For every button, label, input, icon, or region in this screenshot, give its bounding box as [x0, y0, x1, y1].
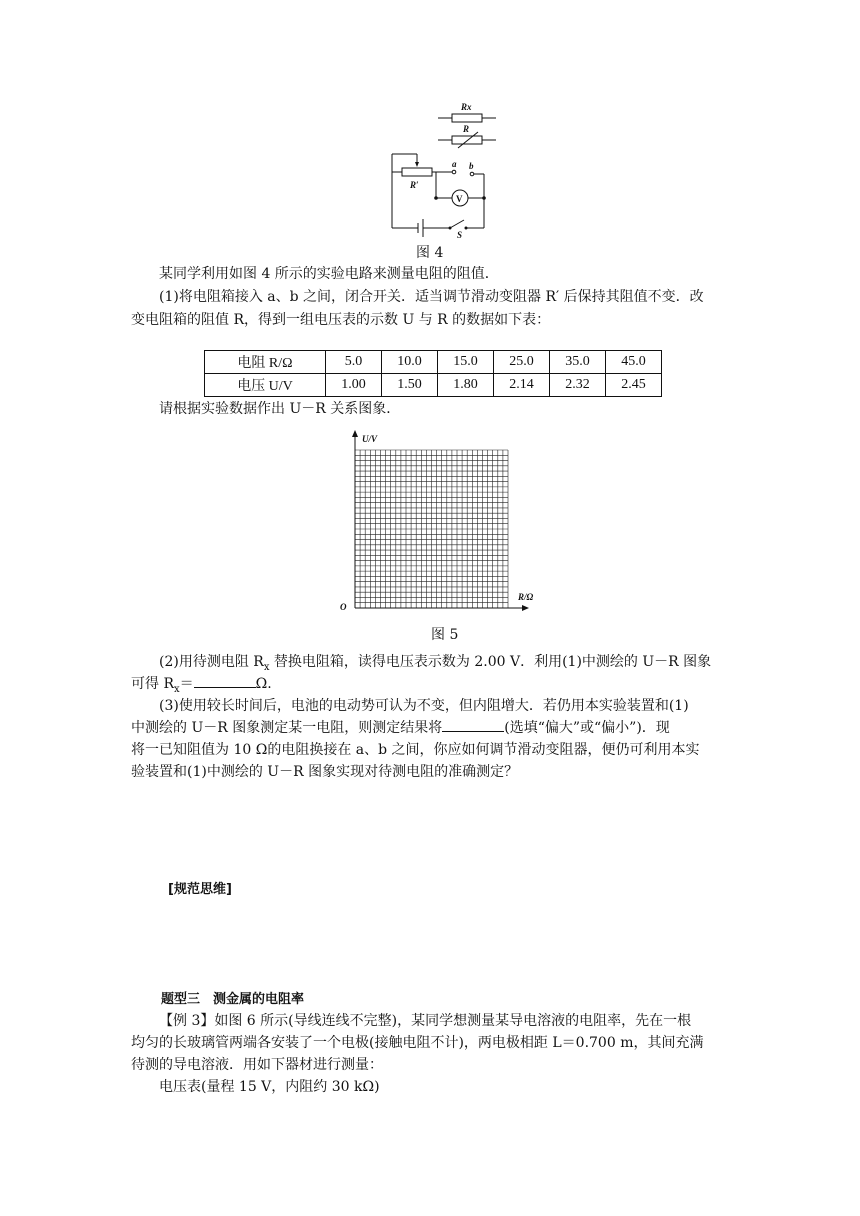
label-v: V	[456, 194, 463, 204]
data-table	[204, 350, 662, 397]
q2-subscript: x	[263, 661, 270, 673]
table-cell: 10.0	[382, 351, 438, 374]
table-cell: 1.80	[438, 374, 494, 397]
table-cell: 2.45	[606, 374, 662, 397]
table-cell: 35.0	[550, 351, 606, 374]
answer-blank-result[interactable]	[442, 717, 504, 732]
intro-paragraph: 某同学利用如图 4 所示的实验电路来测量电阻的阻值．	[159, 266, 499, 282]
table-cell: 25.0	[494, 351, 550, 374]
origin-label: O	[340, 602, 347, 612]
q2-text: 可得 R	[131, 676, 174, 692]
q2-text: ＝	[179, 676, 194, 692]
label-a: a	[452, 159, 457, 169]
q3-text: 中测绘的 U－R 图象测定某一电阻，则测定结果将	[131, 720, 443, 736]
question-3-line-2	[131, 717, 731, 739]
q2-text: (2)用待测电阻 R	[159, 654, 264, 670]
example-3-line-1: 【例 3】如图 6 所示(导线连线不完整)，某同学想测量某导电溶液的电阻率，先在一根	[159, 1013, 692, 1029]
label-r: R	[463, 124, 470, 134]
q2-text: Ω.	[255, 676, 272, 692]
table-cell: 5.0	[326, 351, 382, 374]
question-3-line-3: 将一已知阻值为 10 Ω的电阻换接在 a、b 之间，你应如何调节滑动变阻器，便仍可利用本实	[131, 742, 700, 758]
example-3-line-2: 均匀的长玻璃管两端各安装了一个电极(接触电阻不计)，两电极相距 L＝0.700 m，其间充满	[131, 1035, 704, 1051]
label-s: S	[457, 230, 463, 238]
section-title: 题型三 测金属的电阻率	[161, 992, 305, 1007]
x-axis-label: R/Ω	[518, 592, 534, 602]
example-3-line-4: 电压表(量程 15 V，内阻约 30 kΩ)	[159, 1079, 380, 1095]
graph-grid-figure-5	[320, 428, 560, 618]
figure-5-caption: 图 5	[431, 627, 459, 643]
plot-instruction: 请根据实验数据作出 U－R 关系图象．	[159, 401, 401, 417]
table-cell: 1.00	[326, 374, 382, 397]
label-r-prime: R′	[410, 180, 419, 190]
example-3-line-3: 待测的导电溶液．用如下器材进行测量：	[131, 1057, 383, 1073]
table-row	[205, 374, 662, 397]
figure-4-caption: 图 4	[416, 245, 444, 261]
question-3-line-4: 验装置和(1)中测绘的 U－R 图象实现对待测电阻的准确测定？	[131, 764, 519, 780]
row-label-voltage: 电压 U/V	[205, 374, 326, 397]
table-row	[205, 351, 662, 374]
label-b: b	[469, 161, 474, 171]
norm-thinking-label: [规范思维]	[168, 882, 232, 897]
circuit-diagram-figure-4	[380, 96, 520, 238]
question-1-line-1: (1)将电阻箱接入 a、b 之间，闭合开关．适当调节滑动变阻器 R′ 后保持其阻值不变．改	[159, 289, 704, 305]
row-label-resistance: 电阻 R/Ω	[205, 351, 326, 374]
q3-text: (选填“偏大”或“偏小”)．现	[504, 720, 670, 736]
table-cell: 45.0	[606, 351, 662, 374]
label-rx: Rx	[461, 102, 472, 112]
q2-subscript: x	[174, 683, 180, 695]
question-3-line-1: (3)使用较长时间后，电池的电动势可认为不变，但内阻增大．若仍用本实验装置和(1)	[159, 698, 689, 714]
answer-blank-rx[interactable]	[194, 673, 256, 688]
table-cell: 1.50	[382, 374, 438, 397]
question-1-line-2: 变电阻箱的阻值 R，得到一组电压表的示数 U 与 R 的数据如下表：	[131, 312, 551, 328]
y-axis-label: U/V	[362, 434, 378, 444]
table-cell: 2.32	[550, 374, 606, 397]
table-cell: 2.14	[494, 374, 550, 397]
q2-text: 替换电阻箱，读得电压表示数为 2.00 V．利用(1)中测绘的 U－R 图象	[269, 654, 712, 670]
table-cell: 15.0	[438, 351, 494, 374]
